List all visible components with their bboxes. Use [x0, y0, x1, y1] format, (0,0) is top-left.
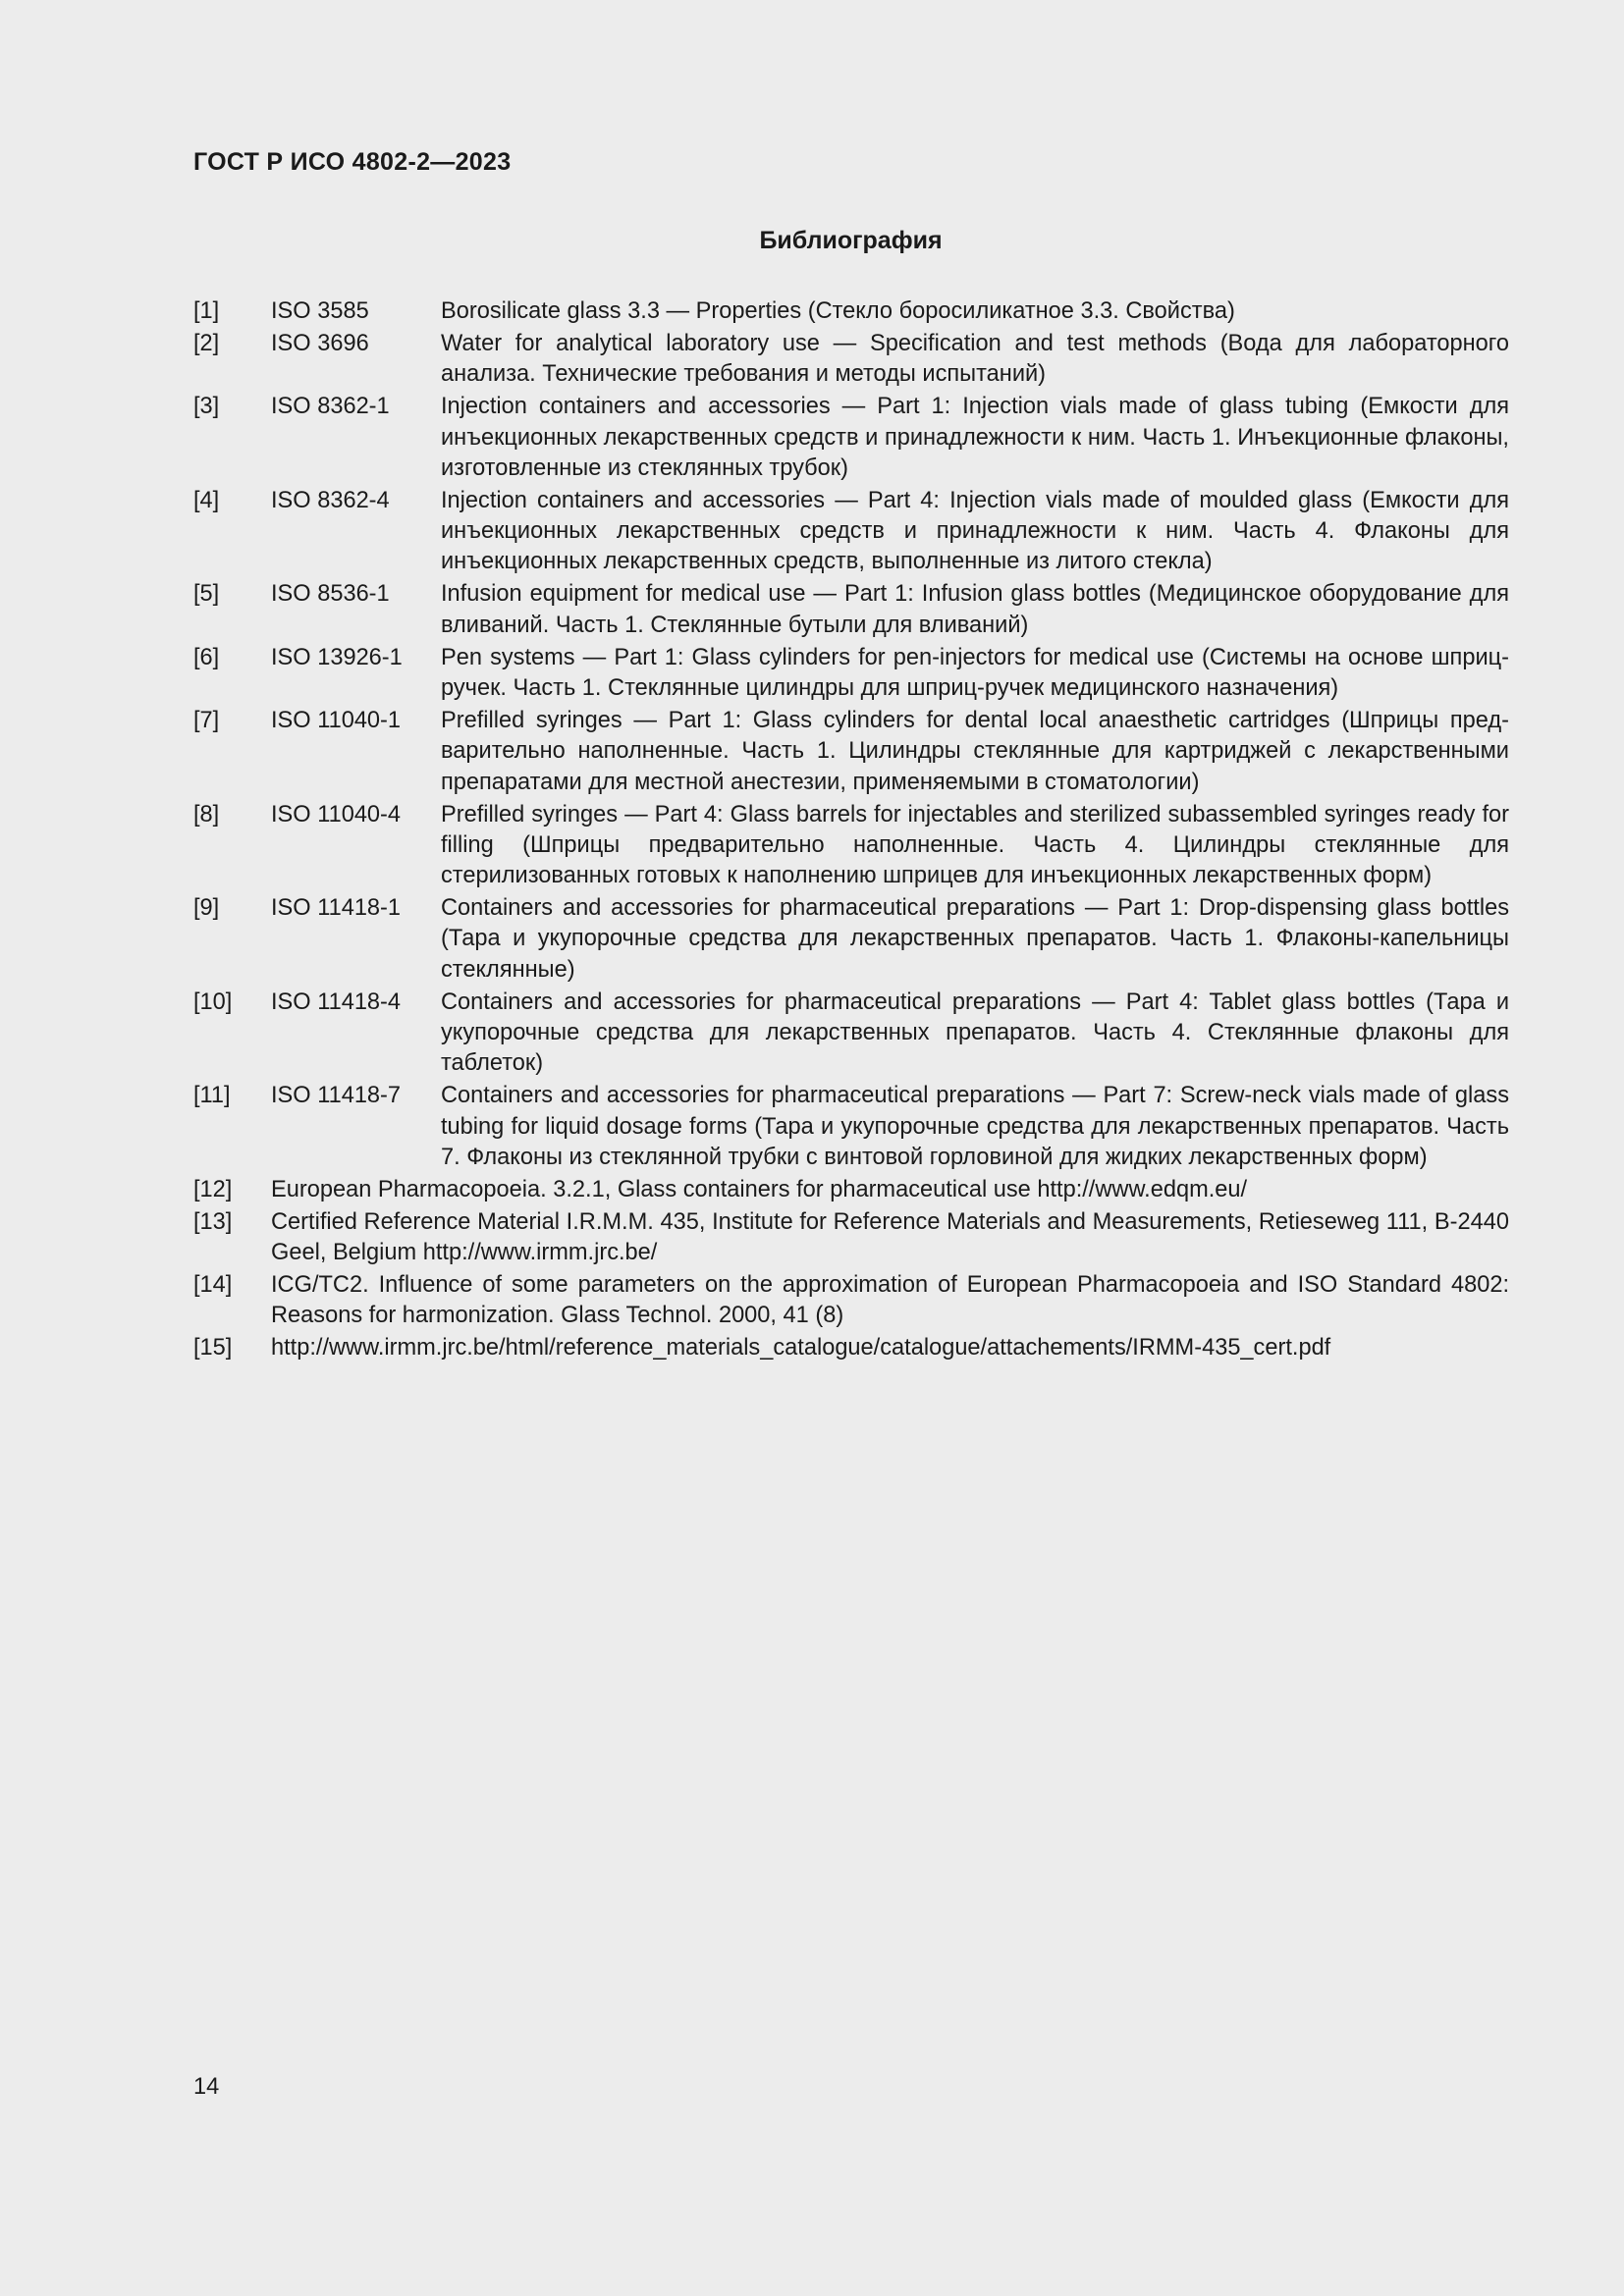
page-number: 14	[193, 2074, 220, 2100]
bibliography-entry	[193, 1081, 1509, 1173]
bibliography-entry	[193, 486, 1509, 578]
entry-text: Injection containers and accessories — Part 4: Injection vials made of moulded glass (Емкости для инъекционных лекарственных средств и принадлежности к ним. Часть 4. Флаконы для инъекционных лекарственных средств, выполненные из литого стекла)	[441, 487, 1509, 575]
standard-code: ISO 8362-1	[271, 394, 390, 420]
entry-number: [2]	[193, 330, 220, 356]
standard-code: ISO 13926-1	[271, 644, 403, 670]
bibliography-entry	[193, 1333, 1509, 1363]
bibliography-entry	[193, 1207, 1509, 1269]
bibliography-list	[193, 296, 1509, 1365]
entry-text: Infusion equipment for medical use — Part 1: Infusion glass bottles (Медицинское оборудование для вливаний. Часть 1. Стеклянные бутыли для вливаний)	[441, 581, 1509, 638]
bibliography-entry	[193, 988, 1509, 1080]
standard-code: ISO 11418-1	[271, 895, 402, 922]
standard-code: ISO 11418-7	[271, 1083, 402, 1109]
standard-code: ISO 11040-1	[271, 707, 402, 733]
standard-code: ISO 11418-4	[271, 988, 402, 1015]
entry-text: Water for analytical laboratory use — Specification and test methods (Вода для лабораторного анализа. Технические требования и методы испытаний)	[441, 330, 1509, 388]
entry-text: Prefilled syringes — Part 4: Glass barrels for injectables and sterilized subassembled syringes ready for filling (Шприцы предварительно наполненные. Часть 4. Цилиндры стеклянные для стерилизованных готовых к наполнению шприцев для инъекционных лекарственных форм)	[441, 801, 1509, 889]
entry-number: [3]	[193, 394, 220, 420]
entry-text: Pen systems — Part 1: Glass cylinders for pen-injectors for medical use (Системы на основе шприц-ручек. Часть 1. Стеклянные цилиндры для шприц-ручек медицинского назначения)	[441, 644, 1509, 701]
entry-text: Injection containers and accessories — Part 1: Injection vials made of glass tubing (Емкости для инъекционных лекарственных средств и принадлежности к ним. Часть 1. Инъекционные флаконы, изготовленные из стеклянных трубок)	[441, 394, 1509, 481]
entry-number: [9]	[193, 895, 220, 922]
standard-code: ISO 3585	[271, 298, 369, 324]
bibliography-entry	[193, 1175, 1509, 1205]
entry-number: [6]	[193, 644, 220, 670]
standard-code: ISO 3696	[271, 330, 369, 356]
bibliography-entry	[193, 1270, 1509, 1332]
entry-text: European Pharmacopoeia. 3.2.1, Glass containers for pharmaceutical use http://www.edqm.eu/	[271, 1176, 1248, 1202]
entry-text: Containers and accessories for pharmaceutical preparations — Part 4: Tablet glass bottles (Тара и укупорочные средства для лекарственных препаратов. Часть 4. Стеклянные флаконы для таблеток)	[441, 988, 1509, 1077]
entry-number: [7]	[193, 707, 220, 733]
entry-number: [10]	[193, 988, 233, 1015]
bibliography-entry	[193, 706, 1509, 798]
entry-text: ICG/TC2. Influence of some parameters on the approximation of European Pharmacopoeia and ISO Standard 4802: Reasons for harmonization. Glass Technol. 2000, 41 (8)	[271, 1272, 1509, 1329]
entry-number: [8]	[193, 801, 220, 828]
bibliography-entry	[193, 392, 1509, 484]
entry-number: [1]	[193, 298, 220, 324]
standard-code: ISO 8536-1	[271, 581, 390, 608]
entry-number: [11]	[193, 1083, 231, 1109]
section-title: Библиография	[759, 227, 943, 254]
entry-number: [13]	[193, 1208, 233, 1235]
entry-number: [12]	[193, 1176, 233, 1202]
entry-number: [15]	[193, 1335, 233, 1362]
bibliography-entry	[193, 296, 1509, 327]
entry-number: [14]	[193, 1272, 233, 1299]
entry-text: Containers and accessories for pharmaceutical preparations — Part 1: Drop-dispensing glass bottles (Тара и укупорочные средства для лекарственных препаратов. Часть 1. Флаконы-капельницы стеклянные)	[441, 895, 1509, 983]
bibliography-entry	[193, 800, 1509, 892]
standard-code: ISO 11040-4	[271, 801, 402, 828]
entry-text: Containers and accessories for pharmaceutical preparations — Part 7: Screw-neck vials made of glass tubing for liquid dosage forms (Тара и укупорочные средства для лекарственных препаратов. Часть 7. Флаконы из стеклянной трубки с винтовой горловиной для жидких лекарственных форм)	[441, 1083, 1509, 1170]
bibliography-entry	[193, 329, 1509, 391]
entry-text: Borosilicate glass 3.3 — Properties (Стекло боросиликатное 3.3. Свойства)	[441, 298, 1235, 324]
document-header: ГОСТ Р ИСО 4802-2—2023	[193, 148, 512, 176]
bibliography-entry	[193, 643, 1509, 705]
bibliography-entry	[193, 579, 1509, 641]
entry-text: http://www.irmm.jrc.be/html/reference_materials_catalogue/catalogue/attachements/IRMM-435_cert.pdf	[271, 1335, 1331, 1362]
bibliography-entry	[193, 893, 1509, 986]
entry-text: Certified Reference Material I.R.M.M. 435, Institute for Reference Materials and Measurements, Retieseweg 111, B-2440 Geel, Belgium http://www.irmm.jrc.be/	[271, 1208, 1509, 1266]
standard-code: ISO 8362-4	[271, 487, 390, 513]
entry-number: [5]	[193, 581, 220, 608]
entry-text: Prefilled syringes — Part 1: Glass cylinders for dental local anaesthetic cartridges (Шприцы предварительно наполненные. Часть 1. Цилиндры стеклянные для картриджей с лекарственными препаратами для местной анестезии, применяемыми в стоматологии)	[441, 707, 1509, 795]
entry-number: [4]	[193, 487, 220, 513]
